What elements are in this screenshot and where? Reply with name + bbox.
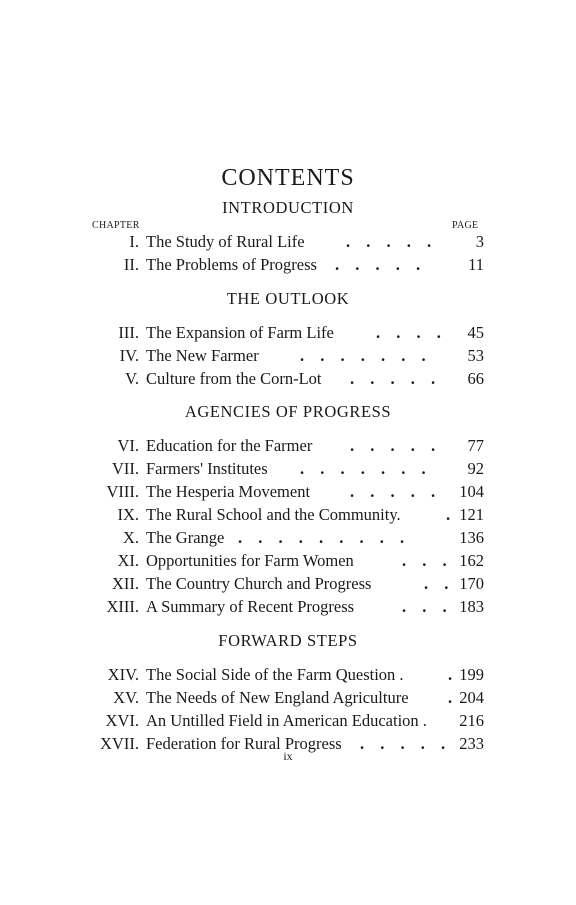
chapter-title: The Needs of New England Agriculture	[146, 688, 409, 707]
contents-title: CONTENTS	[221, 165, 355, 191]
chapter-number: IX.	[117, 505, 139, 524]
toc-entry[interactable]	[0, 687, 576, 709]
chapter-number: VI.	[117, 436, 139, 455]
page-number: 233	[459, 734, 484, 753]
chapter-title: The Social Side of the Farm Question .	[146, 665, 404, 684]
dot-leaders: . . .	[402, 551, 453, 570]
chapter-number: XIV.	[107, 665, 139, 684]
chapter-number: II.	[123, 255, 139, 274]
toc-entry[interactable]	[0, 322, 576, 344]
dot-leaders: .	[448, 688, 459, 707]
chapter-title: Opportunities for Farm Women	[146, 551, 354, 570]
chapter-number: XVI.	[105, 711, 139, 730]
toc-entry[interactable]	[0, 550, 576, 572]
dot-leaders: . . . . .	[360, 734, 452, 753]
page-number: 53	[467, 346, 484, 365]
section-heading-agencies-of-progress: AGENCIES OF PROGRESS	[184, 402, 392, 421]
dot-leaders: .	[448, 665, 459, 684]
chapter-number: X.	[122, 528, 139, 547]
dot-leaders: . . . . .	[346, 232, 438, 251]
chapter-title: Culture from the Corn-Lot	[146, 369, 322, 388]
chapter-title: An Untilled Field in American Education .	[146, 711, 427, 730]
chapter-title: The Expansion of Farm Life	[146, 323, 334, 342]
toc-entry[interactable]	[0, 664, 576, 686]
section-heading-introduction: INTRODUCTION	[222, 198, 354, 217]
dot-leaders: . . . .	[376, 323, 447, 342]
chapter-number: IV.	[119, 346, 139, 365]
page-number: 92	[467, 459, 484, 478]
toc-entry[interactable]	[0, 481, 576, 503]
chapter-title: A Summary of Recent Progress	[146, 597, 355, 616]
chapter-title: The New Farmer	[146, 346, 259, 365]
toc-entry[interactable]	[0, 573, 576, 595]
toc-entry[interactable]	[0, 504, 576, 526]
dot-leaders: . . . . . . .	[300, 346, 432, 365]
page-number: 162	[459, 551, 484, 570]
chapter-title: Education for the Farmer	[146, 436, 313, 455]
dot-leaders: . . . . . . .	[300, 459, 432, 478]
chapter-title: The Country Church and Progress	[146, 574, 372, 593]
chapter-title: Farmers' Institutes	[146, 459, 268, 478]
page-number: 66	[467, 369, 484, 388]
toc-entry[interactable]	[0, 254, 576, 276]
chapter-number: XI.	[117, 551, 139, 570]
toc-entry[interactable]	[0, 345, 576, 367]
page-number: 121	[459, 505, 484, 524]
chapter-title: The Study of Rural Life	[146, 232, 305, 251]
dot-leaders: . . . . .	[350, 482, 442, 501]
toc-entry[interactable]	[0, 596, 576, 618]
page-number: 3	[475, 232, 484, 251]
chapter-number: XV.	[113, 688, 139, 707]
page-number: 104	[459, 482, 484, 501]
chapter-title: The Hesperia Movement	[146, 482, 311, 501]
toc-entry[interactable]	[0, 435, 576, 457]
page-number: 170	[459, 574, 484, 593]
dot-leaders: . . . . .	[350, 369, 442, 388]
page-number: 183	[459, 597, 484, 616]
dot-leaders: . . . . .	[335, 255, 427, 274]
chapter-number: V.	[125, 369, 139, 388]
dot-leaders: . . . . .	[350, 436, 442, 455]
page-column-label: PAGE	[452, 220, 479, 231]
chapter-number: VII.	[111, 459, 139, 478]
chapter-number: I.	[129, 232, 139, 251]
chapter-title: The Grange	[146, 528, 225, 547]
chapter-number: XII.	[111, 574, 139, 593]
toc-entry[interactable]	[0, 368, 576, 390]
chapter-number: XVII.	[100, 734, 139, 753]
section-heading-forward-steps: FORWARD STEPS	[218, 631, 358, 650]
page-folio: ix	[283, 749, 293, 763]
chapter-number: XIII.	[106, 597, 139, 616]
chapter-column-label: CHAPTER	[92, 220, 140, 231]
section-heading-the-outlook: THE OUTLOOK	[226, 289, 350, 308]
dot-leaders: . . . . . . . . .	[238, 528, 411, 547]
dot-leaders: .	[446, 505, 457, 524]
page-number: 136	[459, 528, 484, 547]
dot-leaders: . . .	[402, 597, 453, 616]
dot-leaders: . .	[424, 574, 455, 593]
toc-entry[interactable]	[0, 231, 576, 253]
chapter-number: III.	[118, 323, 139, 342]
page-number: 45	[467, 323, 484, 342]
page-number: 199	[459, 665, 484, 684]
page-number: 216	[459, 711, 484, 730]
chapter-number: VIII.	[106, 482, 139, 501]
toc-entry[interactable]	[0, 458, 576, 480]
toc-entry[interactable]	[0, 527, 576, 549]
page-number: 11	[468, 255, 484, 274]
chapter-title: The Problems of Progress	[146, 255, 317, 274]
chapter-title: The Rural School and the Community.	[146, 505, 401, 524]
page-number: 77	[467, 436, 484, 455]
toc-entry[interactable]	[0, 710, 576, 732]
page-number: 204	[459, 688, 484, 707]
chapter-title: Federation for Rural Progress	[146, 734, 342, 753]
